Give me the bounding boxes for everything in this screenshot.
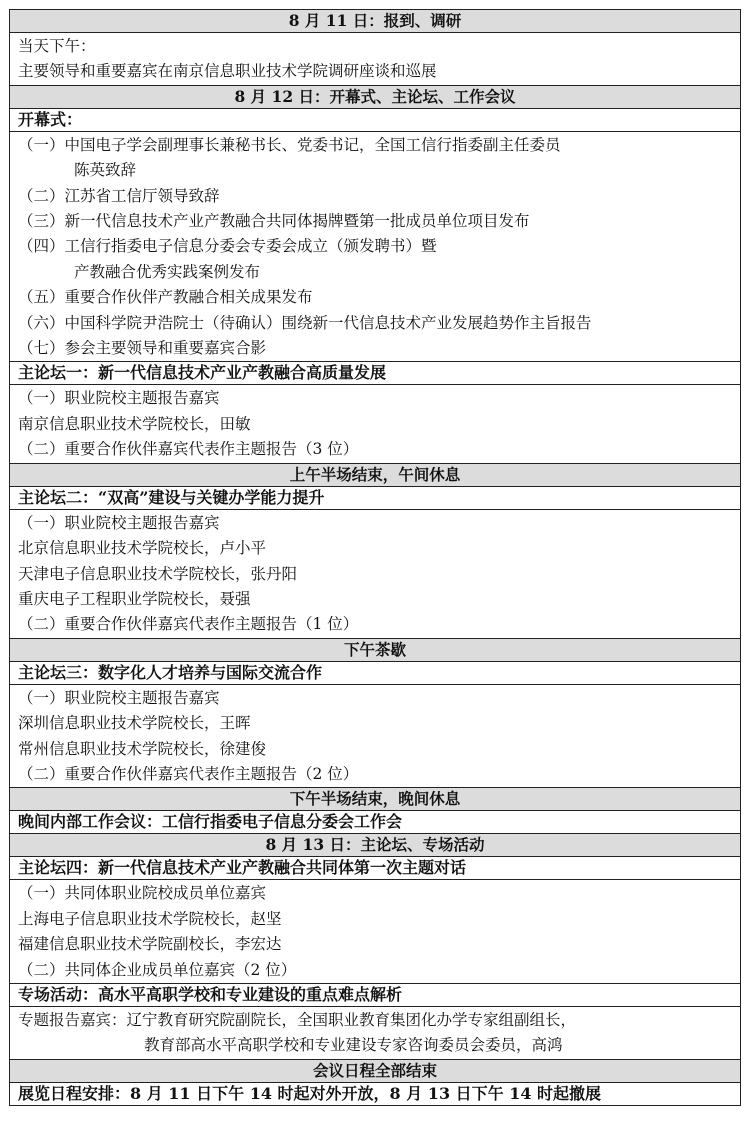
schedule-row xyxy=(10,362,741,385)
schedule-row xyxy=(10,33,741,86)
session-title: 主论坛二：“双高”建设与关键办学能力提升 xyxy=(10,486,741,509)
schedule-row xyxy=(10,463,741,486)
detail-line: （七）参会主要领导和重要嘉宾合影 xyxy=(18,339,267,358)
schedule-row xyxy=(10,684,741,788)
detail-line: 陈英致辞 xyxy=(74,161,137,180)
detail-line: （一）职业院校主题报告嘉宾 xyxy=(18,513,220,532)
detail-line: 福建信息职业技术学院副校长，李宏达 xyxy=(18,935,282,954)
schedule-row xyxy=(10,983,741,1006)
session-title: 晚间内部工作会议：工信行指委电子信息分委会工作会 xyxy=(10,811,741,834)
detail-line: 常州信息职业技术学院校长，徐建俊 xyxy=(18,739,267,758)
schedule-row xyxy=(10,788,741,811)
detail-line: （二）江苏省工信厅领导致辞 xyxy=(18,186,220,205)
detail-line: （五）重要合作伙伴产教融合相关成果发布 xyxy=(18,288,313,307)
section-header: 8 月 13 日：主论坛、专场活动 xyxy=(10,834,741,857)
schedule-row xyxy=(10,85,741,108)
session-details xyxy=(10,880,741,984)
session-details xyxy=(10,684,741,788)
section-header: 下午半场结束，晚间休息 xyxy=(10,788,741,811)
session-title: 专场活动：高水平高职学校和专业建设的重点难点解析 xyxy=(10,983,741,1006)
session-title: 主论坛一：新一代信息技术产业产教融合高质量发展 xyxy=(10,362,741,385)
detail-line: 主要领导和重要嘉宾在南京信息职业技术学院调研座谈和巡展 xyxy=(18,62,437,81)
detail-line: （一）职业院校主题报告嘉宾 xyxy=(18,389,220,408)
exhibition-schedule xyxy=(10,1082,741,1105)
schedule-row xyxy=(10,1059,741,1082)
schedule-row xyxy=(10,385,741,463)
detail-line: 北京信息职业技术学院校长，卢小平 xyxy=(18,539,267,558)
schedule-row xyxy=(10,108,741,131)
schedule-row xyxy=(10,638,741,661)
detail-line: 重庆电子工程职业学院校长，聂强 xyxy=(18,589,251,608)
schedule-row xyxy=(10,486,741,509)
schedule-row xyxy=(10,834,741,857)
session-details xyxy=(10,33,741,86)
detail-line: 南京信息职业技术学院校长，田敏 xyxy=(18,414,251,433)
detail-line: （二）重要合作伙伴嘉宾代表作主题报告（1 位） xyxy=(18,615,359,634)
exhibition-text: 8 月 11 日下午 14 时起对外开放，8 月 13 日下午 14 时起撤展 xyxy=(130,1083,602,1103)
section-header: 8 月 12 日：开幕式、主论坛、工作会议 xyxy=(10,85,741,108)
session-details xyxy=(10,509,741,638)
session-details xyxy=(10,1006,741,1059)
section-header: 会议日程全部结束 xyxy=(10,1059,741,1082)
schedule-row xyxy=(10,661,741,684)
schedule-row xyxy=(10,811,741,834)
detail-line: 深圳信息职业技术学院校长，王晖 xyxy=(18,714,251,733)
exhibition-label: 展览日程安排： xyxy=(18,1083,131,1103)
detail-line: 专题报告嘉宾：辽宁教育研究院副院长，全国职业教育集团化办学专家组副组长， xyxy=(18,1010,577,1029)
detail-line: 上海电子信息职业技术学院校长，赵坚 xyxy=(18,909,282,928)
schedule-row xyxy=(10,857,741,880)
detail-line: （四）工信行指委电子信息分委会专委会成立（颁发聘书）暨 xyxy=(18,237,437,256)
schedule-row xyxy=(10,509,741,638)
section-header: 下午茶歇 xyxy=(10,638,741,661)
detail-line: （一）共同体职业院校成员单位嘉宾 xyxy=(18,884,267,903)
schedule-row xyxy=(10,880,741,984)
conference-schedule-table xyxy=(9,9,741,1106)
detail-line: （一）职业院校主题报告嘉宾 xyxy=(18,688,220,707)
detail-line: 教育部高水平高职学校和专业建设专家咨询委员会委员，高鸿 xyxy=(144,1036,563,1055)
detail-line: （二）共同体企业成员单位嘉宾（2 位） xyxy=(18,960,297,979)
detail-line: （二）重要合作伙伴嘉宾代表作主题报告（3 位） xyxy=(18,440,359,459)
session-title: 开幕式： xyxy=(10,108,741,131)
detail-line: （一）中国电子学会副理事长兼秘书长、党委书记，全国工信行指委副主任委员 xyxy=(18,135,561,154)
detail-line: 天津电子信息职业技术学院校长，张丹阳 xyxy=(18,564,298,583)
detail-line: （六）中国科学院尹浩院士（待确认）围绕新一代信息技术产业发展趋势作主旨报告 xyxy=(18,313,592,332)
session-details xyxy=(10,131,741,362)
section-header: 8 月 11 日：报到、调研 xyxy=(10,10,741,33)
detail-line: （二）重要合作伙伴嘉宾代表作主题报告（2 位） xyxy=(18,764,359,783)
detail-line: 当天下午： xyxy=(18,37,96,55)
session-details xyxy=(10,385,741,463)
schedule-row xyxy=(10,1006,741,1059)
schedule-row xyxy=(10,131,741,362)
detail-line: （三）新一代信息技术产业产教融合共同体揭牌暨第一批成员单位项目发布 xyxy=(18,212,530,231)
schedule-row xyxy=(10,10,741,33)
session-title: 主论坛三：数字化人才培养与国际交流合作 xyxy=(10,661,741,684)
session-title: 主论坛四：新一代信息技术产业产教融合共同体第一次主题对话 xyxy=(10,857,741,880)
section-header: 上午半场结束，午间休息 xyxy=(10,463,741,486)
schedule-body xyxy=(10,10,741,1106)
schedule-row xyxy=(10,1082,741,1105)
detail-line: 产教融合优秀实践案例发布 xyxy=(74,262,261,281)
